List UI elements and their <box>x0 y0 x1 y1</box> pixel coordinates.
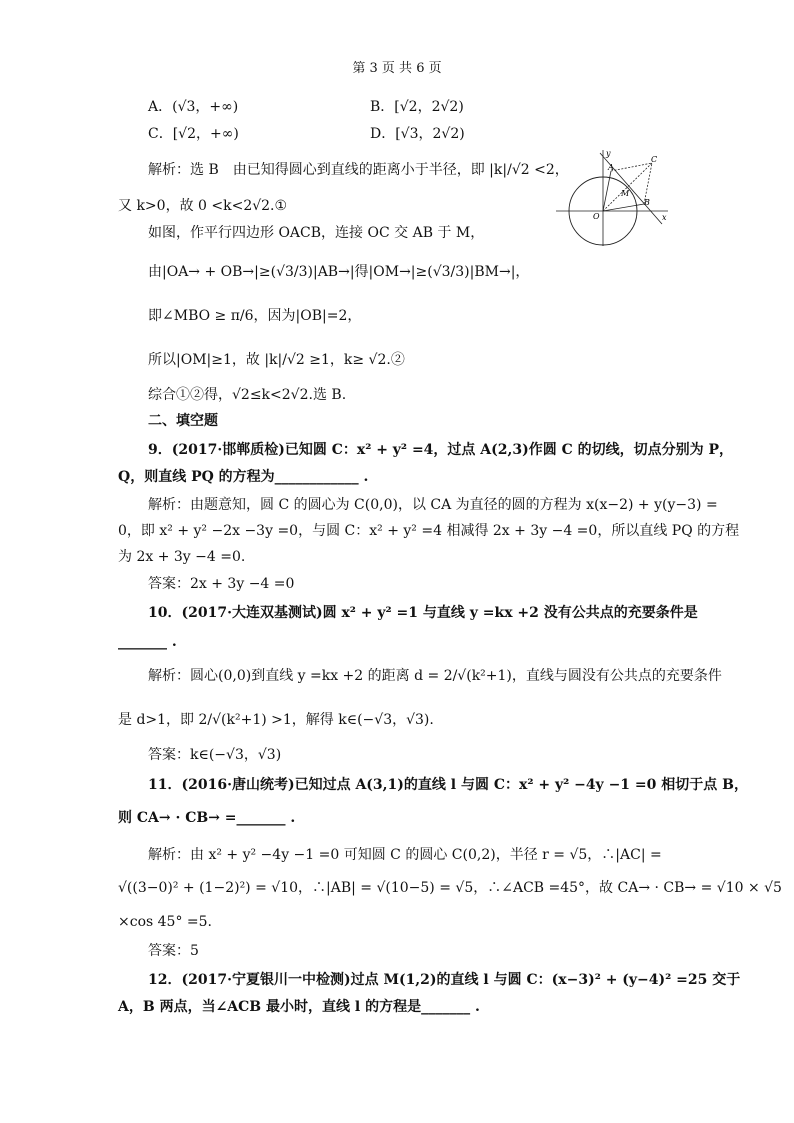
problem-10-blank: _______ . <box>118 634 177 650</box>
answer: 答案：5 <box>148 943 199 959</box>
problem-10: 10．(2017·大连双基测试)圆 x² + y² =1 与直线 y =kx +2 没有公共点的充要条件是 <box>148 605 698 621</box>
problem-11: 11．(2016·唐山统考)已知过点 A(3,1)的直线 l 与圆 C：x² + y² −4y −1 =0 相切于点 B， <box>148 777 748 793</box>
label-x: x <box>662 213 667 222</box>
solution-line: 所以|OM|≥1，故 |k|/√2 ≥1，k≥ √2.② <box>148 352 405 368</box>
circle-diagram <box>556 148 671 248</box>
solution-line: 为 2x + 3y −4 =0. <box>118 549 246 565</box>
solution-line: 0，即 x² + y² −2x −3y =0，与圆 C：x² + y² =4 相减得 2x + 3y −4 =0，所以直线 PQ 的方程 <box>118 523 740 539</box>
problem-12-blank: A，B 两点，当∠ACB 最小时，直线 l 的方程是_______ . <box>118 999 480 1015</box>
problem-9: 9．(2017·邯郸质检)已知圆 C：x² + y² =4，过点 A(2,3)作圆 C 的切线，切点分别为 P， <box>148 442 734 458</box>
label-c: C <box>651 155 658 164</box>
solution-line: 由|OA→ + OB→|≥(√3/3)|AB→|得|OM→|≥(√3/3)|BM→|， <box>148 264 530 280</box>
problem-9-blank: Q，则直线 PQ 的方程为____________ . <box>118 469 369 485</box>
label-b: B <box>644 198 650 207</box>
label-o: O <box>593 212 600 221</box>
page-header: 第 3 页 共 6 页 <box>352 61 442 76</box>
problem-12: 12．(2017·宁夏银川一中检测)过点 M(1,2)的直线 l 与圆 C：(x−3)² + (y−4)² =25 交于 <box>148 972 741 988</box>
label-a: A <box>608 163 614 172</box>
solution-line: 解析：由题意知，圆 C 的圆心为 C(0,0)，以 CA 为直径的圆的方程为 x(x−2) + y(y−3) = <box>148 497 718 513</box>
solution-line: 解析：选 B 由已知得圆心到直线的距离小于半径，即 |k|/√2 <2， <box>148 162 569 178</box>
solution-line: ×cos 45° =5. <box>118 914 212 930</box>
solution-line: 又 k>0，故 0 <k<2√2.① <box>118 198 288 214</box>
section-title: 二、填空题 <box>148 413 218 429</box>
solution-line: 即∠MBO ≥ π/6，因为|OB|=2， <box>148 308 362 324</box>
segment-ac <box>611 163 652 171</box>
solution-line: 解析：由 x² + y² −4y −1 =0 可知圆 C 的圆心 C(0,2)，半径 r = √5，∴|AC| = <box>148 847 662 863</box>
option-d: D．[√3，2√2) <box>370 126 465 142</box>
label-y: y <box>606 149 611 158</box>
option-a: A．(√3，+∞) <box>148 99 239 115</box>
option-c: C．[√2，+∞) <box>148 126 239 142</box>
solution-line: 综合①②得，√2≤k<2√2.选 B. <box>148 387 347 403</box>
solution-line: 解析：圆心(0,0)到直线 y =kx +2 的距离 d = 2/√(k²+1)，直线与圆没有公共点的充要条件 <box>148 668 722 684</box>
option-b: B．[√2，2√2) <box>370 99 464 115</box>
problem-11-blank: 则 CA→ · CB→ =_______ . <box>118 810 296 826</box>
solution-line: 如图，作平行四边形 OACB，连接 OC 交 AB 于 M， <box>148 225 485 241</box>
label-m: M <box>621 189 630 198</box>
solution-line: √((3−0)² + (1−2)²) = √10，∴|AB| = √(10−5) = √5，∴∠ACB =45°，故 CA→ · CB→ = √10 × √5 <box>118 880 782 896</box>
answer: 答案：2x + 3y −4 =0 <box>148 576 295 592</box>
answer: 答案：k∈(−√3，√3) <box>148 747 282 763</box>
solution-line: 是 d>1，即 2/√(k²+1) >1，解得 k∈(−√3，√3). <box>118 712 434 728</box>
